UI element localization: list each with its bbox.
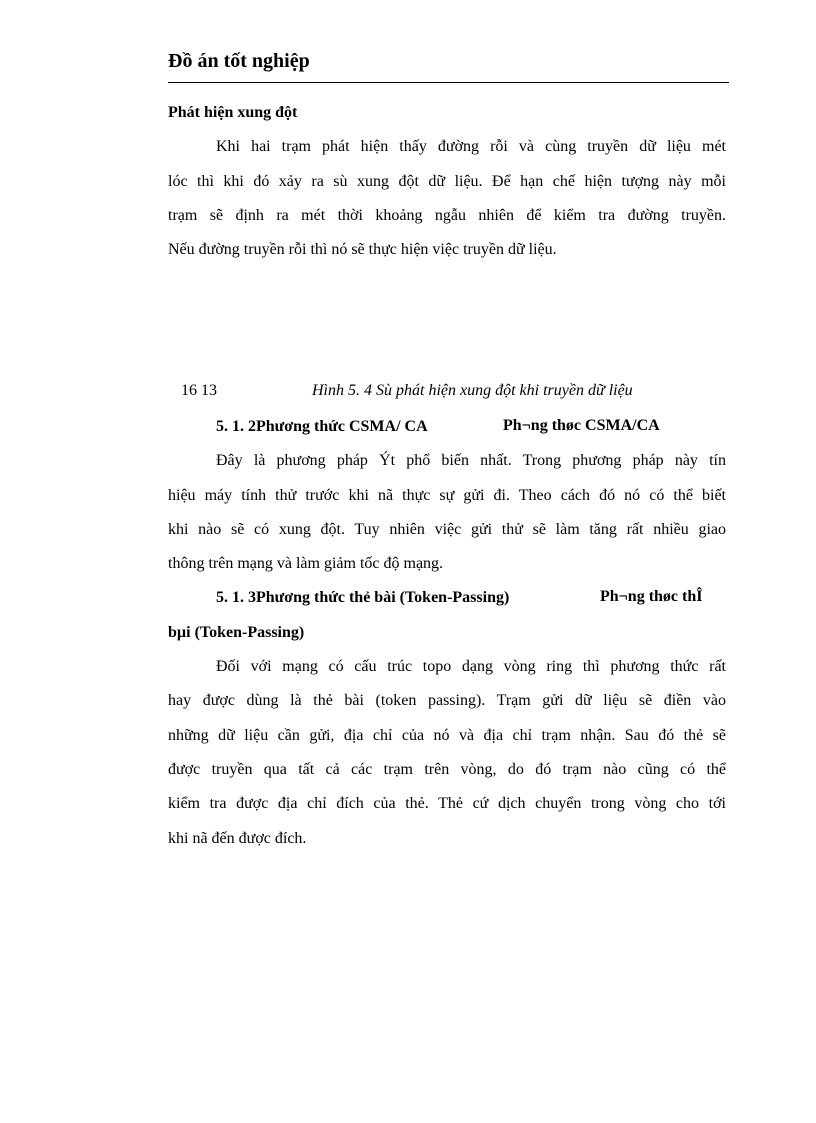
- paragraph-line: khi nã đến được đích.: [168, 830, 307, 847]
- paragraph-line: hiệu máy tính thử trước khi nã thực sự gửi đi. Theo cách đó nó có thể biết: [168, 487, 726, 504]
- paragraph-line: thông trên mạng và làm giảm tốc độ mạng.: [168, 555, 444, 572]
- paragraph-line: Khi hai trạm phát hiện thấy đường rỗi và cùng truyền dữ liệu mét: [216, 138, 726, 155]
- section-heading-token-passing-alt: Ph¬ng thøc thÎ: [600, 588, 703, 605]
- paragraph-line: Nếu đường truyền rỗi thì nó sẽ thực hiện việc truyền dữ liệu.: [168, 241, 557, 258]
- figure-number: 16 13: [181, 382, 217, 399]
- paragraph-line: kiểm tra được địa chỉ đích của thẻ. Thẻ cứ dịch chuyển trong vòng cho tới: [168, 795, 726, 812]
- header-divider: [168, 82, 729, 83]
- section-heading-collision-detection: Phát hiện xung đột: [168, 104, 298, 121]
- section-heading-csma-ca-alt: Ph¬ng thøc CSMA/CA: [503, 417, 660, 434]
- paragraph-line: những dữ liệu cần gửi, địa chỉ của nó và địa chỉ trạm nhận. Sau đó thẻ sẽ: [168, 727, 726, 744]
- paragraph-line: Đối với mạng có cấu trúc topo dạng vòng ring thì phương thức rất: [216, 658, 726, 675]
- paragraph-line: trạm sẽ định ra mét thời khoảng ngẫu nhiên để kiểm tra đường truyền.: [168, 207, 726, 224]
- page-header-title: Đồ án tốt nghiệp: [168, 50, 310, 72]
- paragraph-line: lóc thì khi đó xảy ra sù xung đột dữ liệu. Để hạn chế hiện tượng này mỗi: [168, 173, 726, 190]
- paragraph-line: khi nào sẽ có xung đột. Tuy nhiên việc gửi thử sẽ làm tăng rất nhiều giao: [168, 521, 726, 538]
- section-heading-token-passing: 5. 1. 3Phương thức thẻ bài (Token-Passing): [216, 589, 510, 606]
- paragraph-line: Đây là phương pháp Ýt phổ biến nhất. Trong phương pháp này tín: [216, 452, 726, 469]
- section-heading-csma-ca: 5. 1. 2Phương thức CSMA/ CA: [216, 418, 428, 435]
- paragraph-line: được truyền qua tất cả các trạm trên vòng, do đó trạm nào cũng có thể: [168, 761, 726, 778]
- figure-caption: Hình 5. 4 Sù phát hiện xung đột khi truyền dữ liệu: [312, 382, 633, 399]
- paragraph-line: hay được dùng là thẻ bài (token passing). Trạm gửi dữ liệu sẽ điền vào: [168, 692, 726, 709]
- section-heading-token-passing-alt-cont: bµi (Token-Passing): [168, 624, 305, 641]
